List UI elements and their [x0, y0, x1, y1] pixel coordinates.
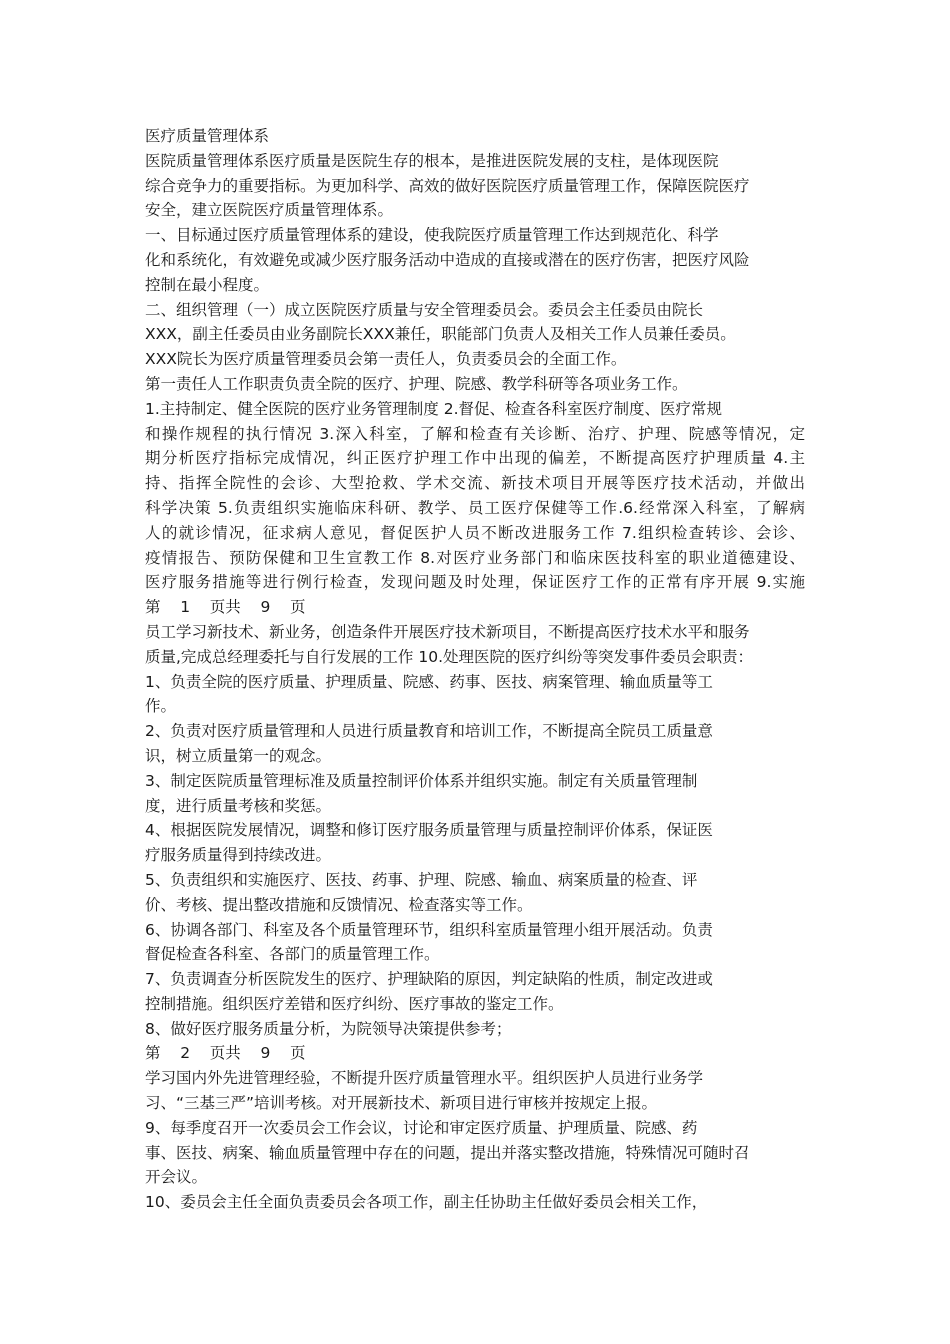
- text-line: 医疗质量管理体系: [145, 127, 270, 145]
- page-number-marker-2: 第 2 页共 9 页: [145, 1044, 306, 1063]
- text-line: 识，树立质量第一的观念。: [145, 746, 332, 765]
- text-line: 价、考核、提出整改措施和反馈情况、检查落实等工作。: [145, 895, 533, 914]
- text-line: 和操作规程的执行情况 3.深入科室，了解和检查有关诊断、治疗、护理、院感等情况，定: [145, 424, 805, 443]
- text-line: 安全，建立医院医疗质量管理体系。: [145, 201, 394, 220]
- text-line: 2、负责对医疗质量管理和人员进行质量教育和培训工作，不断提高全院员工质量意: [145, 722, 713, 741]
- text-line: 作。: [145, 697, 177, 716]
- text-line: 7、负责调查分析医院发生的医疗、护理缺陷的原因，判定缺陷的性质，制定改进或: [145, 970, 713, 989]
- text-line: 1、负责全院的医疗质量、护理质量、院感、药事、医技、病案管理、输血质量等工: [145, 672, 713, 691]
- page-2-content: [145, 620, 805, 1042]
- text-line: 8、做好医疗服务质量分析，为院领导决策提供参考；: [145, 1019, 512, 1038]
- text-line: 二、组织管理（一）成立医院医疗质量与安全管理委员会。委员会主任委员由院长: [145, 300, 704, 319]
- text-line: 持、指挥全院性的会诊、大型抢救、学术交流、新技术项目开展等医疗技术活动，并做出: [145, 474, 805, 493]
- text-line: 一、目标通过医疗质量管理体系的建设，使我院医疗质量管理工作达到规范化、科学: [145, 226, 719, 245]
- text-line: 学习国内外先进管理经验，不断提升医疗质量管理水平。组织医护人员进行业务学: [145, 1069, 704, 1088]
- page-3-content: [145, 1066, 805, 1215]
- text-line: 化和系统化，有效避免或减少医疗服务活动中造成的直接或潜在的医疗伤害，把医疗风险: [145, 250, 750, 269]
- text-line: 疗服务质量得到持续改进。: [145, 846, 332, 865]
- text-line: 员工学习新技术、新业务，创造条件开展医疗技术新项目，不断提高医疗技术水平和服务: [145, 622, 750, 641]
- document-body: [145, 124, 805, 1215]
- text-line: 5、负责组织和实施医疗、医技、药事、护理、院感、输血、病案质量的检查、评: [145, 870, 698, 889]
- page-number-marker-1: 第 1 页共 9 页: [145, 598, 306, 617]
- text-line: 习、“三基三严”培训考核。对开展新技术、新项目进行审核并按规定上报。: [145, 1094, 658, 1113]
- text-line: 医疗服务措施等进行例行检查，发现问题及时处理，保证医疗工作的正常有序开展 9.实施: [145, 573, 805, 592]
- text-line: 度，进行质量考核和奖惩。: [145, 796, 332, 815]
- text-line: 3、制定医院质量管理标准及质量控制评价体系并组织实施。制定有关质量管理制: [145, 771, 698, 790]
- text-line: 医院质量管理体系医疗质量是医院生存的根本，是推进医院发展的支柱，是体现医院: [145, 151, 719, 170]
- text-line: 9、每季度召开一次委员会工作会议，讨论和审定医疗质量、护理质量、院感、药: [145, 1118, 698, 1137]
- text-line: 疫情报告、预防保健和卫生宣教工作 8.对医疗业务部门和临床医技科室的职业道德建设、: [145, 548, 805, 567]
- page-1-content: [145, 124, 805, 595]
- text-line: 开会议。: [145, 1168, 208, 1187]
- text-line: 期分析医疗指标完成情况，纠正医疗护理工作中出现的偏差，不断提高医疗护理质量 4.主: [145, 449, 805, 468]
- text-line: 控制措施。组织医疗差错和医疗纠纷、医疗事故的鉴定工作。: [145, 994, 564, 1013]
- text-line: 科学决策 5.负责组织实施临床科研、教学、员工医疗保健等工作.6.经常深入科室，了解病: [145, 498, 805, 517]
- text-line: 事、医技、病案、输血质量管理中存在的问题，提出并落实整改措施，特殊情况可随时召: [145, 1143, 750, 1162]
- text-line: 控制在最小程度。: [145, 275, 270, 294]
- text-line: 人的就诊情况，征求病人意见，督促医护人员不断改进服务工作 7.组织检查转诊、会诊、: [145, 523, 805, 542]
- text-line: 4、根据医院发展情况，调整和修订医疗服务质量管理与质量控制评价体系，保证医: [145, 821, 713, 840]
- text-line: 督促检查各科室、各部门的质量管理工作。: [145, 945, 440, 964]
- text-line: 1.主持制定、健全医院的医疗业务管理制度 2.督促、检查各科室医疗制度、医疗常规: [145, 399, 723, 418]
- text-line: XXX院长为医疗质量管理委员会第一责任人，负责委员会的全面工作。: [145, 350, 627, 369]
- text-line: 质量,完成总经理委托与自行发展的工作 10.处理医院的医疗纠纷等突发事件委员会职责：: [145, 647, 754, 666]
- text-line: 6、协调各部门、科室及各个质量管理环节，组织科室质量管理小组开展活动。负责: [145, 920, 713, 939]
- text-line: 10、委员会主任全面负责委员会各项工作，副主任协助主任做好委员会相关工作，: [145, 1193, 708, 1212]
- text-line: 第一责任人工作职责负责全院的医疗、护理、院感、教学科研等各项业务工作。: [145, 374, 688, 393]
- text-line: XXX，副主任委员由业务副院长XXX兼任，职能部门负责人及相关工作人员兼任委员。: [145, 325, 736, 344]
- text-line: 综合竞争力的重要指标。为更加科学、高效的做好医院医疗质量管理工作，保障医院医疗: [145, 176, 750, 195]
